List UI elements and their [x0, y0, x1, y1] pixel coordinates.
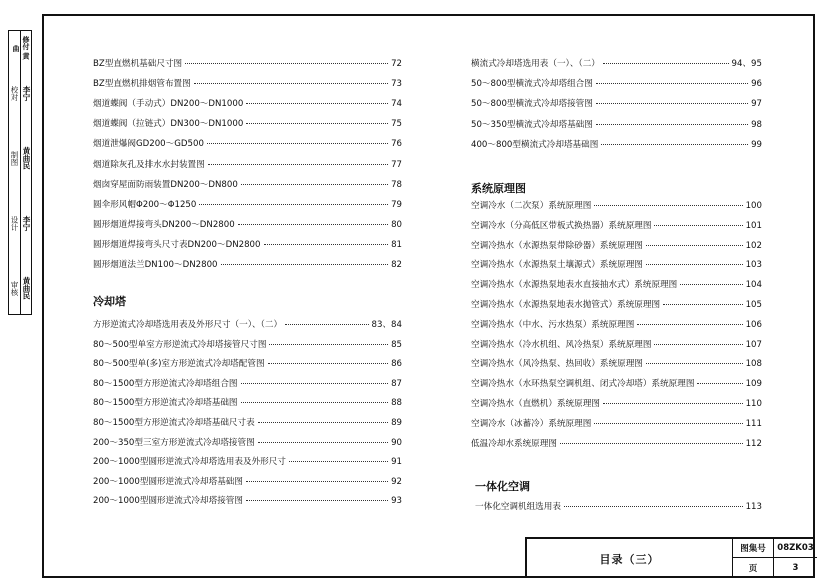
- entry-page-number: 97: [751, 99, 762, 110]
- title-block: [525, 537, 815, 578]
- entry-page-number: 85: [391, 339, 402, 350]
- cooling-tower-entry[interactable]: [93, 357, 402, 369]
- dot-leader: [238, 224, 388, 225]
- entry-title: 50～800型横流式冷却塔组合图: [471, 79, 593, 90]
- dot-leader: [603, 403, 743, 404]
- page-number-value: 3: [792, 563, 799, 573]
- dot-leader: [596, 103, 748, 104]
- entry-page-number: 111: [745, 418, 762, 429]
- entry-title: 200～350型三室方形逆流式冷却塔接管图: [93, 437, 255, 448]
- dot-leader: [241, 402, 389, 403]
- entry-title: 空调冷热水（冷水机组、风冷热泵）系统原理图: [471, 339, 652, 350]
- entry-page-number: 108: [745, 359, 762, 370]
- toc-entry[interactable]: [93, 178, 402, 190]
- dot-leader: [269, 344, 388, 345]
- entry-page-number: 113: [745, 502, 762, 512]
- entry-title: 圆形烟道焊接弯头尺寸表DN200～DN2800: [93, 239, 261, 250]
- entry-page-number: 104: [745, 280, 762, 291]
- entry-page-number: 82: [391, 260, 402, 270]
- entry-title: 烟道蝶阀（手动式）DN200～DN1000: [93, 99, 244, 110]
- dot-leader: [646, 245, 743, 246]
- sidebar-label-review: 审核: [10, 280, 19, 296]
- dot-leader: [185, 63, 388, 64]
- entry-page-number: 99: [751, 139, 762, 150]
- entry-page-number: 79: [391, 199, 402, 210]
- system-diagram-entry[interactable]: [471, 278, 762, 290]
- page-title: 目录（三）: [599, 552, 660, 566]
- entry-title: 200～1000型圆形逆流式冷却塔接管图: [93, 496, 243, 507]
- sidebar-value-design: 李宁: [22, 215, 31, 231]
- entry-page-number: 109: [745, 379, 762, 390]
- cooling-tower-entry[interactable]: [93, 377, 402, 389]
- sidebar-label-check: 校对: [10, 86, 19, 101]
- signature-stamp: 修付 黄曲: [12, 36, 30, 60]
- dot-leader: [268, 363, 389, 364]
- dot-leader: [646, 363, 743, 364]
- entry-title: 圆形烟道法兰DN100～DN2800: [93, 260, 218, 270]
- entry-title: 圆形烟道焊接弯头DN200～DN2800: [93, 219, 235, 230]
- toc-entry[interactable]: [93, 258, 402, 270]
- entry-title: 空调冷热水（直燃机）系统原理图: [471, 399, 600, 409]
- entry-title: 空调冷热水（水源热泵带除砂器）系统原理图: [471, 240, 643, 251]
- toc-entry[interactable]: [93, 77, 402, 89]
- cooling-tower-entry[interactable]: [93, 396, 402, 408]
- dot-leader: [264, 244, 389, 245]
- cooling-tower-entry[interactable]: [93, 455, 402, 467]
- system-diagram-entry[interactable]: [471, 239, 762, 251]
- toc-entry[interactable]: [93, 57, 402, 69]
- cross-flow-entry[interactable]: [471, 97, 762, 109]
- integrated-ac-heading: 一体化空调: [475, 480, 530, 493]
- entry-title: 空调冷水（冰蓄冷）系统原理图: [471, 418, 592, 429]
- dot-leader: [594, 205, 742, 206]
- dot-leader: [246, 103, 388, 104]
- cross-flow-entry[interactable]: [471, 57, 762, 69]
- entry-page-number: 80: [391, 219, 402, 230]
- entry-page-number: 107: [745, 339, 762, 350]
- dot-leader: [646, 264, 743, 265]
- entry-title: 空调冷热水（水源热泵土壤源式）系统原理图: [471, 260, 643, 271]
- system-diagram-entry[interactable]: [471, 298, 762, 310]
- dot-leader: [285, 324, 368, 325]
- toc-entry[interactable]: [93, 117, 402, 129]
- signature-sidebar: [8, 30, 32, 315]
- sidebar-label-design: 设计: [10, 215, 19, 231]
- dot-leader: [246, 500, 388, 501]
- dot-leader: [241, 383, 389, 384]
- entry-title: 空调冷热水（中水、污水热泵）系统原理图: [471, 319, 635, 330]
- dot-leader: [289, 461, 388, 462]
- entry-title: 空调冷水（分高低区带板式换热器）系统原理图: [471, 220, 652, 231]
- dot-leader: [596, 83, 748, 84]
- entry-title: 50～800型横流式冷却塔接管图: [471, 99, 593, 110]
- entry-page-number: 96: [751, 79, 762, 90]
- system-diagram-heading: 系统原理图: [471, 182, 526, 195]
- entry-page-number: 72: [391, 59, 402, 69]
- cooling-tower-heading: 冷却塔: [93, 295, 126, 308]
- cooling-tower-entry[interactable]: [93, 338, 402, 350]
- dot-leader: [601, 144, 748, 145]
- system-diagram-entry[interactable]: [471, 437, 762, 449]
- dot-leader: [208, 164, 388, 165]
- entry-page-number: 101: [745, 220, 762, 231]
- dot-leader: [241, 184, 388, 185]
- cross-flow-entry[interactable]: [471, 138, 762, 150]
- entry-title: BZ型直燃机基础尺寸图: [93, 59, 183, 69]
- dot-leader: [680, 284, 742, 285]
- entry-page-number: 86: [391, 359, 402, 370]
- dot-leader: [246, 123, 388, 124]
- dot-leader: [246, 481, 388, 482]
- dot-leader: [207, 143, 388, 144]
- dot-leader: [560, 443, 743, 444]
- entry-title: 空调冷热水（水源热泵地表水抛管式）系统原理图: [471, 300, 661, 310]
- cross-flow-entry[interactable]: [471, 118, 762, 130]
- entry-page-number: 90: [391, 437, 402, 448]
- entry-title: 空调冷热水（水源热泵地表水直接抽水式）系统原理图: [471, 280, 678, 291]
- cross-flow-entry[interactable]: [471, 77, 762, 89]
- dot-leader: [221, 264, 389, 265]
- entry-title: 80～1500型方形逆流式冷却塔基础图: [93, 398, 238, 409]
- dot-leader: [637, 324, 742, 325]
- entry-page-number: 83、84: [371, 320, 402, 330]
- entry-page-number: 94、95: [731, 59, 762, 69]
- system-diagram-entry[interactable]: [471, 397, 762, 409]
- entry-title: 圆伞形风帽Φ200～Φ1250: [93, 199, 197, 210]
- entry-title: 空调冷热水（风冷热泵、热回收）系统原理图: [471, 359, 643, 370]
- entry-title: 烟道蝶阀（拉链式）DN300～DN1000: [93, 119, 244, 130]
- system-diagram-entry[interactable]: [471, 377, 762, 389]
- entry-title: 横流式冷却塔选用表（一）、（二）: [471, 59, 600, 69]
- entry-title: 80～1500型方形逆流式冷却塔组合图: [93, 378, 238, 389]
- entry-title: 一体化空调机组选用表: [475, 502, 561, 512]
- entry-page-number: 102: [745, 240, 762, 251]
- dot-leader: [654, 225, 742, 226]
- system-diagram-entry[interactable]: [471, 258, 762, 270]
- entry-title: 200～1000型圆形逆流式冷却塔基础图: [93, 476, 243, 487]
- integrated-ac-entry[interactable]: [475, 500, 762, 512]
- system-diagram-entry[interactable]: [471, 357, 762, 369]
- entry-title: 400～800型横流式冷却塔基础图: [471, 139, 599, 150]
- entry-page-number: 112: [745, 438, 762, 449]
- entry-page-number: 77: [391, 159, 402, 170]
- entry-page-number: 89: [391, 418, 402, 428]
- sidebar-value-check: 李宁: [22, 86, 31, 101]
- entry-title: BZ型直燃机排烟管布置图: [93, 79, 191, 90]
- toc-entry[interactable]: [93, 238, 402, 250]
- entry-title: 200～1000型圆形逆流式冷却塔选用表及外形尺寸: [93, 457, 286, 468]
- entry-page-number: 81: [391, 239, 402, 250]
- atlas-number-label: 图集号: [740, 544, 766, 554]
- entry-title: 80～500型单室方形逆流式冷却塔接管尺寸图: [93, 339, 267, 350]
- entry-page-number: 73: [391, 79, 402, 90]
- dot-leader: [199, 204, 388, 205]
- entry-page-number: 75: [391, 119, 402, 130]
- cooling-tower-entry[interactable]: [93, 318, 402, 330]
- dot-leader: [596, 124, 748, 125]
- entry-title: 80～500型单(多)室方形逆流式冷却塔配管图: [93, 359, 265, 370]
- entry-page-number: 106: [745, 319, 762, 330]
- entry-page-number: 98: [751, 119, 762, 130]
- sidebar-label-drawing: 制图: [10, 151, 19, 166]
- entry-title: 烟囱穿屋面防雨装置DN200～DN800: [93, 179, 238, 190]
- dot-leader: [663, 304, 743, 305]
- entry-title: 80～1500型方形逆流式冷却塔基础尺寸表: [93, 418, 255, 428]
- page-number-label: 页: [748, 564, 758, 574]
- sidebar-value-drawing: 黄曲民: [22, 147, 31, 170]
- cooling-tower-entry[interactable]: [93, 416, 402, 428]
- entry-page-number: 88: [391, 398, 402, 409]
- entry-page-number: 103: [745, 260, 762, 271]
- entry-page-number: 110: [745, 399, 762, 409]
- system-diagram-entry[interactable]: [471, 199, 762, 211]
- dot-leader: [594, 423, 742, 424]
- system-diagram-entry[interactable]: [471, 219, 762, 231]
- dot-leader: [258, 422, 388, 423]
- toc-entry[interactable]: [93, 97, 402, 109]
- dot-leader: [194, 83, 388, 84]
- entry-title: 50～350型横流式冷却塔基础图: [471, 119, 593, 130]
- cooling-tower-entry[interactable]: [93, 436, 402, 448]
- entry-title: 空调冷热水（水环热泵空调机组、闭式冷却塔）系统原理图: [471, 379, 695, 390]
- system-diagram-entry[interactable]: [471, 338, 762, 350]
- entry-page-number: 74: [391, 99, 402, 110]
- dot-leader: [258, 442, 388, 443]
- entry-page-number: 100: [745, 201, 762, 211]
- entry-title: 烟道泄爆阀GD200～GD500: [93, 139, 204, 150]
- entry-page-number: 91: [391, 457, 402, 468]
- entry-page-number: 76: [391, 139, 402, 150]
- dot-leader: [654, 344, 742, 345]
- entry-title: 低温冷却水系统原理图: [471, 438, 557, 449]
- entry-page-number: 105: [745, 300, 762, 310]
- dot-leader: [697, 383, 742, 384]
- toc-entry[interactable]: [93, 198, 402, 210]
- atlas-number-value: 08ZK03: [777, 543, 814, 553]
- toc-entry[interactable]: [93, 158, 402, 170]
- dot-leader: [564, 506, 743, 507]
- cooling-tower-entry[interactable]: [93, 494, 402, 506]
- entry-title: 烟道除灰孔及排水水封装置图: [93, 159, 205, 170]
- cooling-tower-entry[interactable]: [93, 475, 402, 487]
- entry-page-number: 78: [391, 179, 402, 190]
- toc-entry[interactable]: [93, 218, 402, 230]
- entry-title: 空调冷水（二次泵）系统原理图: [471, 201, 592, 211]
- entry-title: 方形逆流式冷却塔选用表及外形尺寸（一）、（二）: [93, 320, 283, 330]
- sidebar-value-review: 黄曲民: [22, 276, 31, 300]
- dot-leader: [603, 63, 729, 64]
- entry-page-number: 87: [391, 378, 402, 389]
- system-diagram-entry[interactable]: [471, 417, 762, 429]
- system-diagram-entry[interactable]: [471, 318, 762, 330]
- entry-page-number: 92: [391, 476, 402, 487]
- toc-entry[interactable]: [93, 137, 402, 149]
- entry-page-number: 93: [391, 496, 402, 507]
